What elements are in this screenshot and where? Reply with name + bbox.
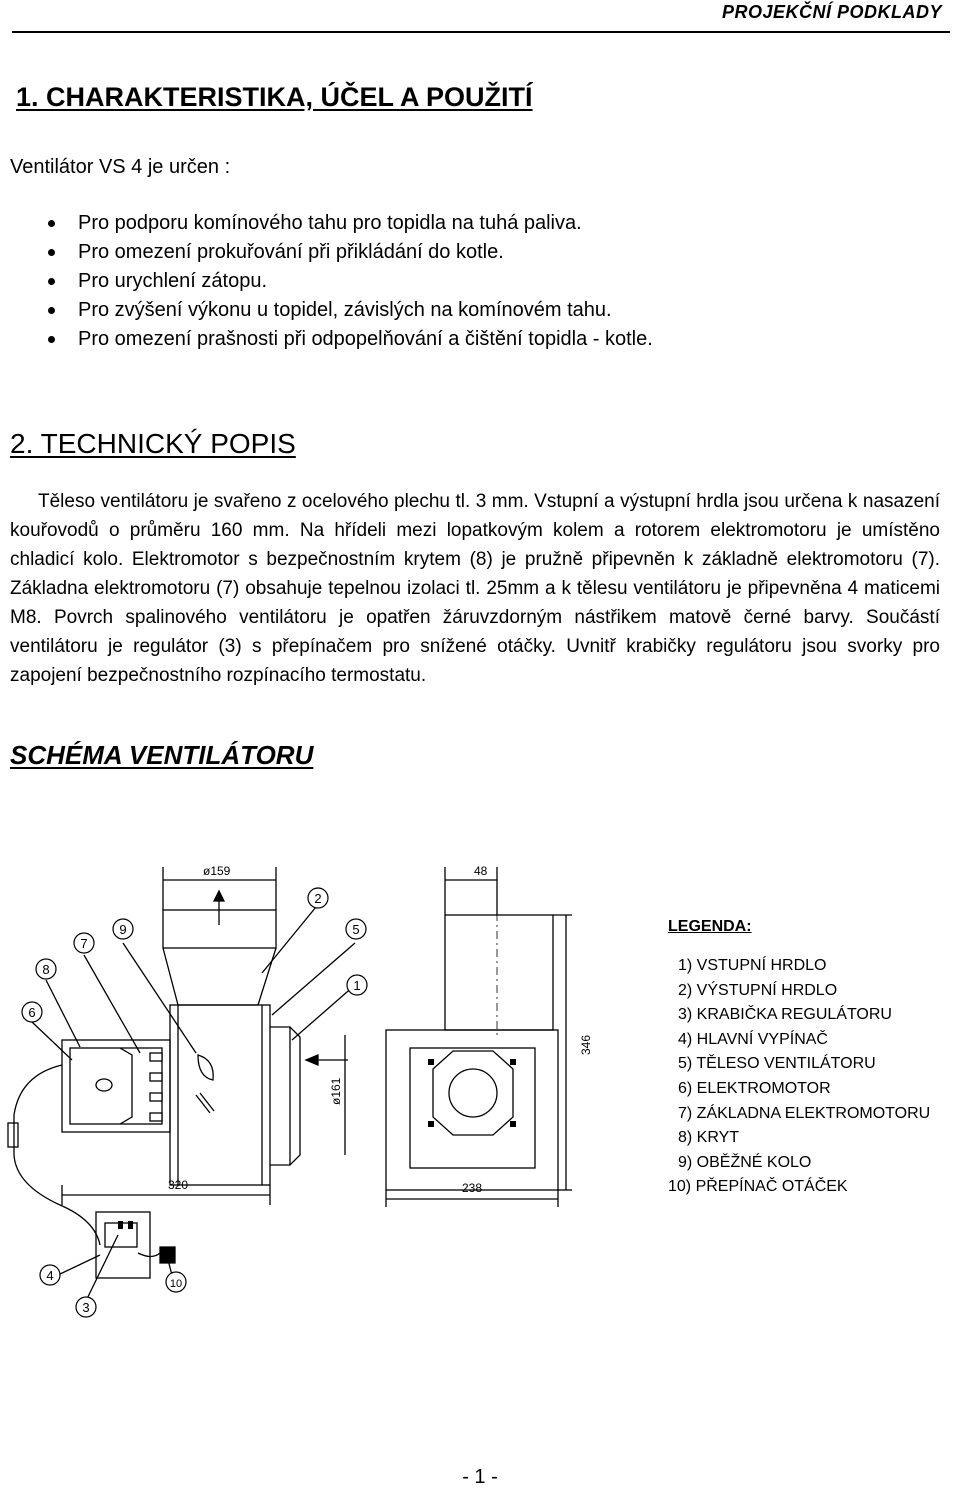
- legend-item: 7) ZÁKLADNA ELEKTROMOTORU: [678, 1104, 931, 1122]
- dimension-w238: 238: [462, 1181, 483, 1195]
- legend-item: 9) OBĚŽNÉ KOLO: [678, 1153, 812, 1171]
- callout-6: 6: [28, 1005, 36, 1020]
- section1-intro: Ventilátor VS 4 je určen :: [10, 156, 231, 178]
- callout-3: 3: [82, 1300, 90, 1315]
- section1-title: 1. CHARAKTERISTIKA, ÚČEL A POUŽITÍ: [16, 82, 533, 112]
- legend-item: 2) VÝSTUPNÍ HRDLO: [678, 981, 838, 999]
- dimension-d159: ø159: [203, 864, 231, 878]
- legend-item: 8) KRYT: [678, 1129, 740, 1147]
- fan-schematic: [0, 855, 610, 1335]
- technical-description-text: Těleso ventilátoru je svařeno z ocelového plechu tl. 3 mm. Vstupní a výstupní hrdla jsou určena k nasazení kouřovodů o průměru 160 mm. Na hřídeli mezi lopatkovým kolem a rotorem elektromotoru je umístěno chladicí kolo. Elektromotor s bezpečnostním krytem (8) je pružně připevněn k základně elektromotoru (7). Základna elektromotoru (7) obsahuje tepelnou izolaci tl. 25mm a k tělesu ventilátoru je připevněna 4 maticemi M8. Povrch spalinového ventilátoru je opatřen žáruvzdorným nástřikem matově černé barvy. Součástí ventilátoru je regulátor (3) s přepínačem pro snížené otáčky. Uvnitř krabičky regulátoru jsou svorky pro zapojení bezpečnostního rozpínacího termostatu.: [10, 491, 940, 686]
- technical-description: [10, 487, 940, 690]
- list-item: Pro zvýšení výkonu u topidel, závislých na komínovém tahu.: [40, 296, 653, 325]
- list-item: Pro urychlení zátopu.: [40, 267, 653, 296]
- dimension-w320: 320: [168, 1178, 189, 1192]
- dimension-d161: ø161: [329, 1077, 343, 1105]
- callout-2: 2: [314, 891, 322, 906]
- section2-title: 2. TECHNICKÝ POPIS: [10, 428, 296, 459]
- legend-item: 4) HLAVNÍ VYPÍNAČ: [678, 1030, 828, 1048]
- legend-item: 10) PŘEPÍNAČ OTÁČEK: [668, 1178, 848, 1196]
- legend-item: 5) TĚLESO VENTILÁTORU: [678, 1055, 876, 1073]
- legend-item: 3) KRABIČKA REGULÁTORU: [678, 1006, 892, 1024]
- list-item: Pro podporu komínového tahu pro topidla na tuhá paliva.: [40, 209, 653, 238]
- legend-list: [668, 954, 930, 1200]
- schema-title: SCHÉMA VENTILÁTORU: [10, 740, 314, 770]
- callout-9: 9: [119, 922, 127, 937]
- callout-4: 4: [46, 1268, 54, 1283]
- callout-5: 5: [352, 922, 360, 937]
- legend: [668, 918, 930, 1200]
- list-item: Pro omezení prašnosti při odpopelňování a čištění topidla - kotle.: [40, 325, 653, 354]
- list-item: Pro omezení prokuřování při přikládání do kotle.: [40, 238, 653, 267]
- callout-8: 8: [42, 962, 50, 977]
- header-rule: [12, 31, 950, 33]
- dimension-w48: 48: [474, 864, 488, 878]
- callout-10: 10: [169, 1278, 183, 1290]
- callout-1: 1: [353, 978, 361, 993]
- header-label: PROJEKČNÍ PODKLADY: [721, 2, 942, 22]
- usage-list: [40, 209, 653, 354]
- callout-7: 7: [80, 936, 88, 951]
- dimension-h346: 346: [579, 1034, 593, 1055]
- page-number: - 1 -: [462, 1466, 498, 1488]
- legend-item: 6) ELEKTROMOTOR: [678, 1079, 831, 1097]
- legend-title: LEGENDA:: [668, 918, 752, 935]
- legend-item: 1) VSTUPNÍ HRDLO: [678, 957, 827, 974]
